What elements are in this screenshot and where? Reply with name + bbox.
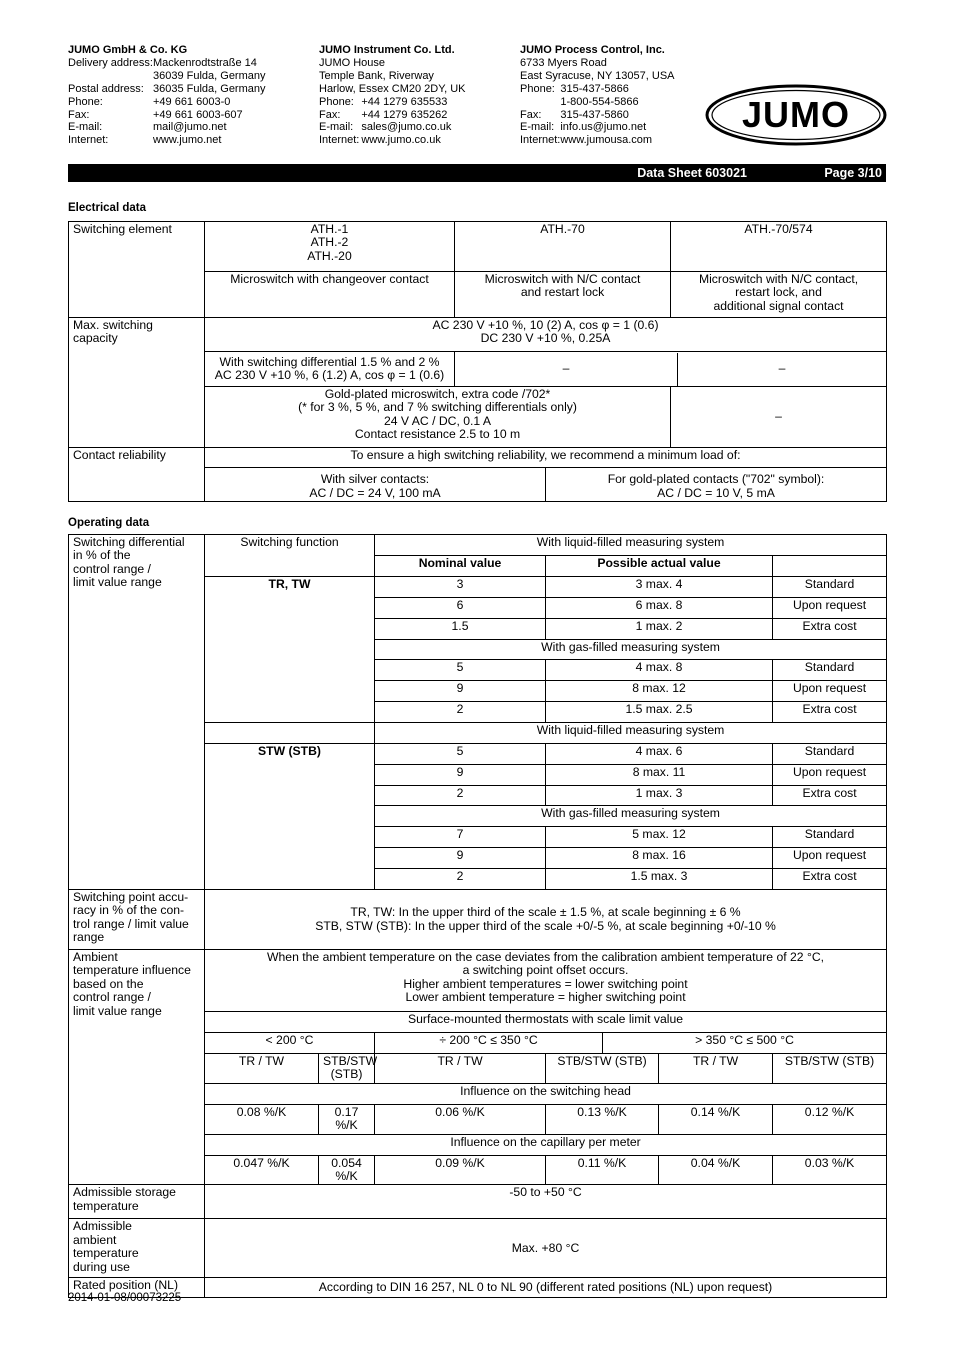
operating-data-table [68, 534, 887, 1298]
availability-cell: Upon request [773, 598, 887, 619]
address-value: 315-437-5866 [560, 82, 629, 95]
capacity-dash-group [455, 352, 887, 387]
company-name: JUMO GmbH & Co. KG [68, 44, 188, 56]
ath-70-574-cell: ATH.-70/574 [671, 222, 887, 272]
liquid-system-header: With liquid-filled measuring system [375, 535, 887, 556]
electrical-data-heading: Electrical data [68, 202, 146, 214]
address-line: JUMO House [319, 56, 386, 69]
possible-cell: 3 max. 4 [546, 577, 773, 598]
text-line: AC 230 V +10 %, 6 (1.2) A, cos φ = 1 (0.6) [214, 368, 445, 382]
address-value: sales@jumo.co.uk [361, 121, 452, 134]
text-line: Gold-plated microswitch, extra code /702* [324, 387, 551, 401]
gold-plated-spec [205, 387, 671, 448]
ath-70-cell: ATH.-70 [455, 222, 671, 272]
contact-reliability-note: To ensure a high switching reliability, we recommend a minimum load of: [205, 448, 887, 468]
microswitch-nc-signal [671, 272, 887, 318]
rated-position-label: Rated position (NL) [69, 1278, 205, 1298]
data-sheet-header-bar [68, 164, 886, 182]
text-line: TR, TW: In the upper third of the scale ± 1.5 %, at scale beginning ± 6 % [350, 905, 741, 920]
nominal-cell: 5 [375, 660, 546, 681]
text-line: a switching point offset occurs. [462, 963, 629, 978]
data-sheet-number: Data Sheet 603021 [637, 166, 747, 180]
capillary-value: 0.09 %/K [375, 1155, 546, 1185]
text-line: during use [73, 1259, 130, 1274]
address-value: +49 661 6003-0 [152, 95, 231, 108]
possible-cell: 1 max. 2 [546, 619, 773, 640]
text-line: DC 230 V +10 %, 0.25A [480, 331, 611, 346]
nominal-cell: 2 [375, 786, 546, 806]
ambient-use-label [69, 1219, 205, 1278]
ath-1-cell [205, 222, 455, 272]
ambient-use-value: Max. +80 °C [205, 1219, 887, 1278]
nominal-cell: 2 [375, 702, 546, 723]
address-label: Fax: [520, 108, 542, 121]
nominal-cell: 1.5 [375, 619, 546, 640]
text-line: additional signal contact [713, 298, 844, 313]
range-header: < 200 °C [205, 1033, 375, 1054]
address-label: Phone: [319, 95, 354, 108]
model-label: ATH.-2 [310, 235, 349, 250]
empty-header-cell [773, 556, 887, 577]
address-value: +49 661 6003-607 [152, 108, 243, 121]
switching-point-accuracy-label [69, 890, 205, 950]
head-value: 0.08 %/K [205, 1104, 319, 1134]
availability-cell: Standard [773, 660, 887, 681]
company-name: JUMO Process Control, Inc. [520, 44, 665, 56]
availability-cell: Upon request [773, 681, 887, 702]
text-line: Switching differential [73, 535, 185, 549]
nominal-value-header: Nominal value [375, 556, 546, 577]
rated-position-value: According to DIN 16 257, NL 0 to NL 90 (different rated positions (NL) upon request) [205, 1278, 887, 1298]
logo-text: JUMO [741, 94, 851, 135]
microswitch-changeover: Microswitch with changeover contact [205, 272, 455, 318]
storage-temperature-value: -50 to +50 °C [205, 1185, 887, 1219]
text-line: With silver contacts: [320, 472, 430, 487]
head-value: 0.17 %/K [319, 1104, 375, 1134]
address-value: Mackenrodtstraße 14 [152, 56, 257, 69]
availability-cell: Extra cost [773, 786, 887, 806]
possible-value-header: Possible actual value [546, 556, 773, 577]
text-line: control range / [73, 990, 151, 1005]
text-line: Lower ambient temperature = higher switching point [405, 990, 686, 1005]
text-line: trol range / limit value [73, 916, 189, 931]
ambient-influence-description [205, 950, 887, 1012]
type-header: TR / TW [205, 1054, 319, 1084]
address-value: mail@jumo.net [152, 121, 227, 134]
text-line: restart lock, and [735, 285, 822, 300]
text-line: temperature influence [73, 963, 191, 978]
text-line: Admissible storage [73, 1185, 176, 1200]
address-block-uk [319, 44, 466, 147]
stw-stb-label: STW (STB) [205, 744, 375, 890]
text-line: Ambient [73, 950, 118, 964]
text-line: in % of the [73, 548, 131, 563]
switching-point-accuracy-value [205, 890, 887, 950]
range-header: > 350 °C ≤ 500 °C [603, 1033, 887, 1054]
capillary-value: 0.054 %/K [319, 1155, 375, 1185]
availability-cell: Upon request [773, 765, 887, 786]
text-line: range [73, 930, 105, 945]
address-label: Internet: [319, 134, 360, 147]
nominal-cell: 7 [375, 827, 546, 848]
text-line: Admissible [73, 1219, 132, 1234]
nominal-cell: 9 [375, 765, 546, 786]
tr-tw-label: TR, TW [205, 577, 375, 723]
page-number: Page 3/10 [824, 166, 882, 180]
address-label: Internet: [520, 134, 561, 147]
gas-system-header: With gas-filled measuring system [375, 640, 887, 660]
switching-element-label: Switching element [69, 222, 205, 318]
address-value: +44 1279 635262 [361, 108, 448, 121]
switching-head-header: Influence on the switching head [205, 1083, 887, 1104]
possible-cell: 1.5 max. 2.5 [546, 702, 773, 723]
max-switching-capacity-label: Max. switching capacity [69, 318, 205, 448]
type-header: TR / TW [375, 1054, 546, 1084]
address-label: Delivery address: [68, 56, 153, 69]
text-line: For gold-plated contacts ("702" symbol): [607, 472, 825, 487]
address-value: +44 1279 635533 [361, 95, 448, 108]
address-label: E-mail: [319, 121, 354, 134]
address-label: Fax: [319, 108, 341, 121]
possible-cell: 8 max. 16 [546, 848, 773, 869]
range-header: ÷ 200 °C ≤ 350 °C [375, 1033, 603, 1054]
address-label: Phone: [68, 95, 103, 108]
text-line: ambient [73, 1232, 117, 1247]
capillary-value: 0.047 %/K [205, 1155, 319, 1185]
dash-cell: – [671, 387, 887, 448]
address-value: www.jumo.co.uk [361, 134, 441, 147]
capacity-ac-dc [205, 318, 887, 352]
type-header: STB/STW (STB) [319, 1054, 375, 1084]
address-value: 1-800-554-5866 [560, 95, 639, 108]
gas-system-header: With gas-filled measuring system [375, 806, 887, 827]
text-line: temperature [73, 1246, 139, 1261]
address-line: 6733 Myers Road [520, 56, 607, 69]
address-label: E-mail: [68, 121, 103, 134]
storage-temperature-label [69, 1185, 205, 1219]
text-line: limit value range [73, 1003, 162, 1018]
possible-cell: 5 max. 12 [546, 827, 773, 848]
document-footer-id: 2014-01-08/00073225 [68, 1292, 182, 1304]
availability-cell: Extra cost [773, 619, 887, 640]
address-block-usa [520, 44, 675, 147]
address-line: Harlow, Essex CM20 2DY, UK [319, 82, 466, 95]
address-label: Fax: [68, 108, 90, 121]
head-value: 0.06 %/K [375, 1104, 546, 1134]
availability-cell: Standard [773, 827, 887, 848]
type-header: STB/STW (STB) [546, 1054, 659, 1084]
address-value: 315-437-5860 [560, 108, 629, 121]
company-name: JUMO Instrument Co. Ltd. [319, 44, 455, 56]
address-value: www.jumousa.com [560, 134, 653, 147]
nominal-cell: 5 [375, 744, 546, 765]
text-line: AC / DC = 10 V, 5 mA [657, 485, 775, 500]
text-line: Higher ambient temperatures = lower switching point [403, 976, 688, 991]
switching-function-header: Switching function [205, 535, 375, 577]
possible-cell: 8 max. 12 [546, 681, 773, 702]
dash-cell: – [778, 361, 786, 376]
text-line: limit value range [73, 575, 162, 590]
text-line: Microswitch with N/C contact [484, 272, 641, 286]
address-label: Postal address: [68, 82, 144, 95]
head-value: 0.13 %/K [546, 1104, 659, 1134]
address-label: Internet: [68, 134, 109, 147]
text-line: control range / [73, 561, 151, 576]
capacity-differential [205, 352, 455, 387]
text-line: temperature [73, 1198, 139, 1213]
nominal-cell: 6 [375, 598, 546, 619]
nominal-cell: 3 [375, 577, 546, 598]
text-line: AC / DC = 24 V, 100 mA [309, 485, 441, 500]
head-value: 0.12 %/K [773, 1104, 887, 1134]
contact-reliability-label: Contact reliability [69, 448, 205, 502]
dash-cell: – [455, 353, 678, 386]
text-line: STB, STW (STB): In the upper third of the scale +0/-5 %, at scale beginning +0/-10 % [315, 918, 776, 933]
capillary-value: 0.03 %/K [773, 1155, 887, 1185]
liquid-system-header: With liquid-filled measuring system [375, 723, 887, 744]
possible-cell: 1.5 max. 3 [546, 869, 773, 890]
address-value: 36035 Fulda, Germany [152, 82, 266, 95]
type-header: STB/STW (STB) [773, 1054, 887, 1084]
address-label [68, 70, 153, 83]
nominal-cell: 9 [375, 681, 546, 702]
address-block-germany [68, 44, 266, 147]
possible-cell: 4 max. 6 [546, 744, 773, 765]
microswitch-nc [455, 272, 671, 318]
possible-cell: 1 max. 3 [546, 786, 773, 806]
text-line: racy in % of the con- [73, 903, 185, 918]
capillary-value: 0.11 %/K [546, 1155, 659, 1185]
empty-function-cell [205, 723, 375, 744]
switching-differential-label [69, 535, 205, 890]
type-header: TR / TW [659, 1054, 773, 1084]
operating-data-heading: Operating data [68, 517, 150, 529]
text-line: AC 230 V +10 %, 10 (2) A, cos φ = 1 (0.6) [432, 318, 659, 332]
surface-mounted-header: Surface-mounted thermostats with scale limit value [205, 1012, 887, 1033]
capillary-header: Influence on the capillary per meter [205, 1134, 887, 1155]
address-line: Temple Bank, Riverway [319, 69, 434, 82]
text-line: With switching differential 1.5 % and 2 % [219, 354, 440, 369]
address-value: 36039 Fulda, Germany [152, 69, 266, 82]
text-line: and restart lock [520, 285, 605, 300]
address-label: Phone: [520, 82, 555, 95]
possible-cell: 4 max. 8 [546, 660, 773, 681]
capillary-value: 0.04 %/K [659, 1155, 773, 1185]
text-line: Switching point accu- [73, 890, 189, 904]
text-line: based on the [73, 976, 144, 991]
text-line: Contact resistance 2.5 to 10 m [354, 427, 521, 442]
jumo-logo [705, 84, 887, 146]
nominal-cell: 2 [375, 869, 546, 890]
model-label: ATH.-20 [307, 248, 352, 263]
ambient-influence-label [69, 950, 205, 1185]
possible-cell: 6 max. 8 [546, 598, 773, 619]
text-line: (* for 3 %, 5 %, and 7 % switching differentials only) [298, 400, 577, 415]
availability-cell: Upon request [773, 848, 887, 869]
address-label [520, 96, 560, 109]
text-line: When the ambient temperature on the case deviates from the calibration ambient temperature of 22 °C, [267, 950, 825, 964]
text-line: Microswitch with N/C contact, [698, 272, 859, 286]
address-line: East Syracuse, NY 13057, USA [520, 69, 675, 82]
availability-cell: Standard [773, 744, 887, 765]
silver-contacts [205, 468, 546, 502]
model-label: ATH.-1 [310, 222, 349, 236]
electrical-data-table [68, 221, 887, 502]
availability-cell: Standard [773, 577, 887, 598]
availability-cell: Extra cost [773, 702, 887, 723]
possible-cell: 8 max. 11 [546, 765, 773, 786]
address-value: www.jumo.net [152, 134, 222, 147]
text-line: 24 V AC / DC, 0.1 A [383, 413, 492, 428]
availability-cell: Extra cost [773, 869, 887, 890]
gold-contacts [546, 468, 887, 502]
head-value: 0.14 %/K [659, 1104, 773, 1134]
address-value: info.us@jumo.net [560, 121, 647, 134]
nominal-cell: 9 [375, 848, 546, 869]
address-label: E-mail: [520, 121, 555, 134]
